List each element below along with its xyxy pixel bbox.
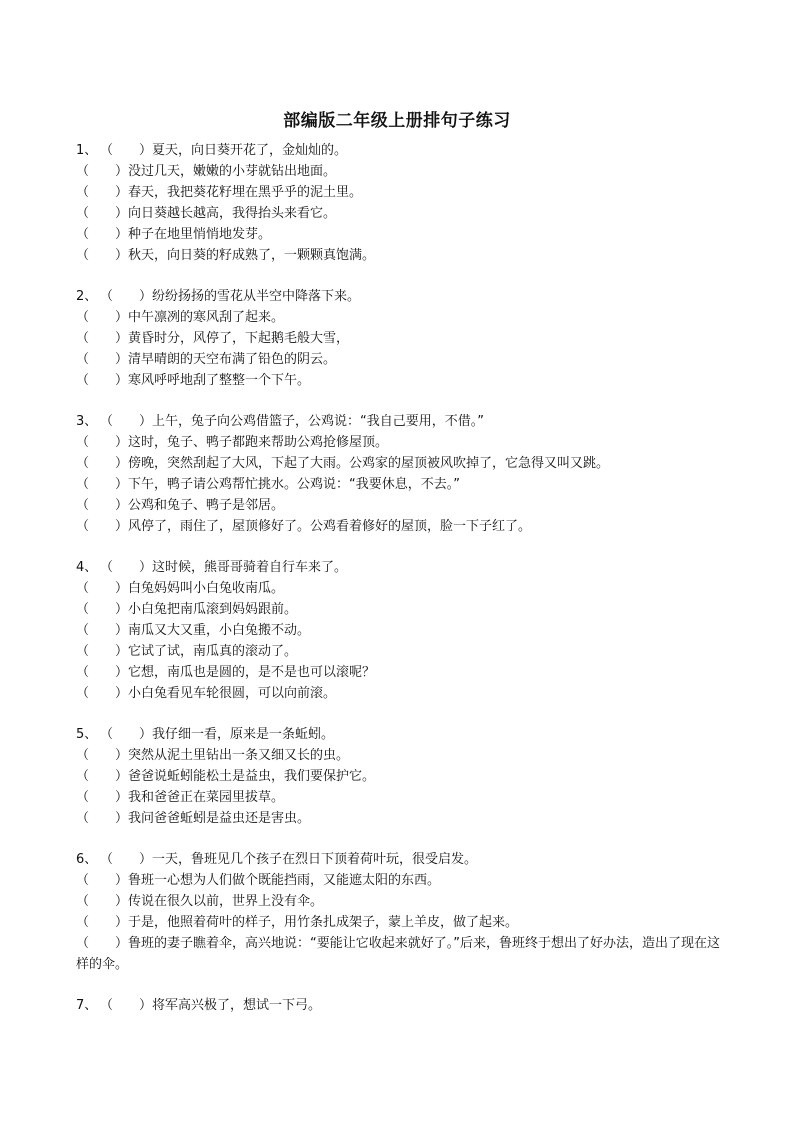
sentence-item: （ ）白兔妈妈叫小白兔收南瓜。 (76, 581, 285, 596)
question-block (76, 557, 726, 704)
sentence-item: （ ）中午凛冽的寒风刮了起来。 (76, 310, 285, 325)
question-first-line (76, 557, 726, 578)
sentence-item: （ ）春天，我把葵花籽埋在黑乎乎的泥土里。 (76, 185, 363, 200)
question-block (76, 140, 726, 266)
questions-list (76, 140, 726, 1036)
sentence-item: （ ）它试了试，南瓜真的滚动了。 (76, 644, 298, 659)
question-first-line (76, 724, 726, 745)
question-first-line (76, 140, 726, 161)
sentence-item: （ ）它想，南瓜也是圆的，是不是也可以滚呢？ (76, 665, 376, 680)
sentence-item: （ ）小白兔看见车轮很圆，可以向前滚。 (76, 686, 337, 701)
sentence-text: （ ）上午，兔子向公鸡借篮子，公鸡说：“我自己要用，不借。” (100, 414, 484, 429)
question-number: 4、 (76, 560, 98, 575)
sentence-item: （ ）黄昏时分，风停了，下起鹅毛般大雪， (76, 331, 350, 346)
sentence-item: （ ）寒风呼呼地刮了整整一个下午。 (76, 373, 311, 388)
sentence-item: （ ）鲁班一心想为人们做个既能挡雨，又能遮太阳的东西。 (76, 873, 441, 888)
page-title: 部编版二年级上册排句子练习 (283, 111, 511, 131)
sentence-item: （ ）传说在很久以前，世界上没有伞。 (76, 894, 324, 909)
question-block (76, 849, 726, 975)
sentence-text: （ ）这时候，熊哥哥骑着自行车来了。 (100, 560, 348, 575)
question-first-line (76, 411, 726, 432)
sentence-item: （ ）这时，兔子、鸭子都跑来帮助公鸡抢修屋顶。 (76, 435, 389, 450)
question-first-line (76, 849, 726, 870)
sentence-item: （ ）于是，他照着荷叶的样子，用竹条扎成架子，蒙上羊皮，做了起来。 (76, 915, 519, 930)
sentence-item: （ ）傍晚，突然刮起了大风，下起了大雨。公鸡家的屋顶被风吹掉了，它急得又叫又跳。 (76, 456, 610, 471)
sentence-item: （ ）种子在地里悄悄地发芽。 (76, 227, 272, 242)
sentence-text: （ ）一天，鲁班见几个孩子在烈日下顶着荷叶玩，很受启发。 (100, 852, 478, 867)
question-number: 5、 (76, 727, 98, 742)
question-number: 7、 (76, 998, 98, 1013)
sentence-item: （ ）突然从泥土里钻出一条又细又长的虫。 (76, 748, 350, 763)
sentence-item: （ ）小白兔把南瓜滚到妈妈跟前。 (76, 602, 298, 617)
sentence-item: （ ）向日葵越长越高，我得抬头来看它。 (76, 206, 337, 221)
question-block (76, 411, 726, 537)
question-number: 6、 (76, 852, 98, 867)
sentence-item: （ ）秋天，向日葵的籽成熟了，一颗颗真饱满。 (76, 248, 376, 263)
sentence-item: （ ）鲁班的妻子瞧着伞，高兴地说：“要能让它收起来就好了。”后来，鲁班终于想出了好办法，造出了现在这样的伞。 (76, 936, 720, 972)
sentence-item: （ ）南瓜又大又重，小白兔搬不动。 (76, 623, 311, 638)
sentence-item: （ ）爸爸说蚯蚓能松土是益虫，我们要保护它。 (76, 769, 376, 784)
question-number: 2、 (76, 289, 98, 304)
question-number: 1、 (76, 143, 98, 158)
question-block (76, 286, 726, 391)
sentence-item: （ ）清早晴朗的天空布满了铅色的阴云。 (76, 352, 337, 367)
sentence-text: （ ）我仔细一看，原来是一条蚯蚓。 (100, 727, 335, 742)
sentence-text: （ ）纷纷扬扬的雪花从半空中降落下来。 (100, 289, 361, 304)
sentence-item: （ ）我问爸爸蚯蚓是益虫还是害虫。 (76, 811, 311, 826)
sentence-text: （ ）将军高兴极了，想试一下弓。 (100, 998, 322, 1013)
sentence-item: （ ）没过几天，嫩嫩的小芽就钻出地面。 (76, 164, 337, 179)
question-first-line (76, 995, 726, 1016)
question-number: 3、 (76, 414, 98, 429)
sentence-item: （ ）公鸡和兔子、鸭子是邻居。 (76, 498, 285, 513)
sentence-item: （ ）我和爸爸正在菜园里拔草。 (76, 790, 285, 805)
sentence-text: （ ）夏天，向日葵开花了，金灿灿的。 (100, 143, 348, 158)
question-block (76, 724, 726, 829)
sentence-item: （ ）下午，鸭子请公鸡帮忙挑水。公鸡说：“我要休息，不去。” (76, 477, 460, 492)
sentence-item: （ ）风停了，雨住了，屋顶修好了。公鸡看着修好的屋顶，脸一下子红了。 (76, 519, 532, 534)
question-first-line (76, 286, 726, 307)
question-block (76, 995, 726, 1016)
